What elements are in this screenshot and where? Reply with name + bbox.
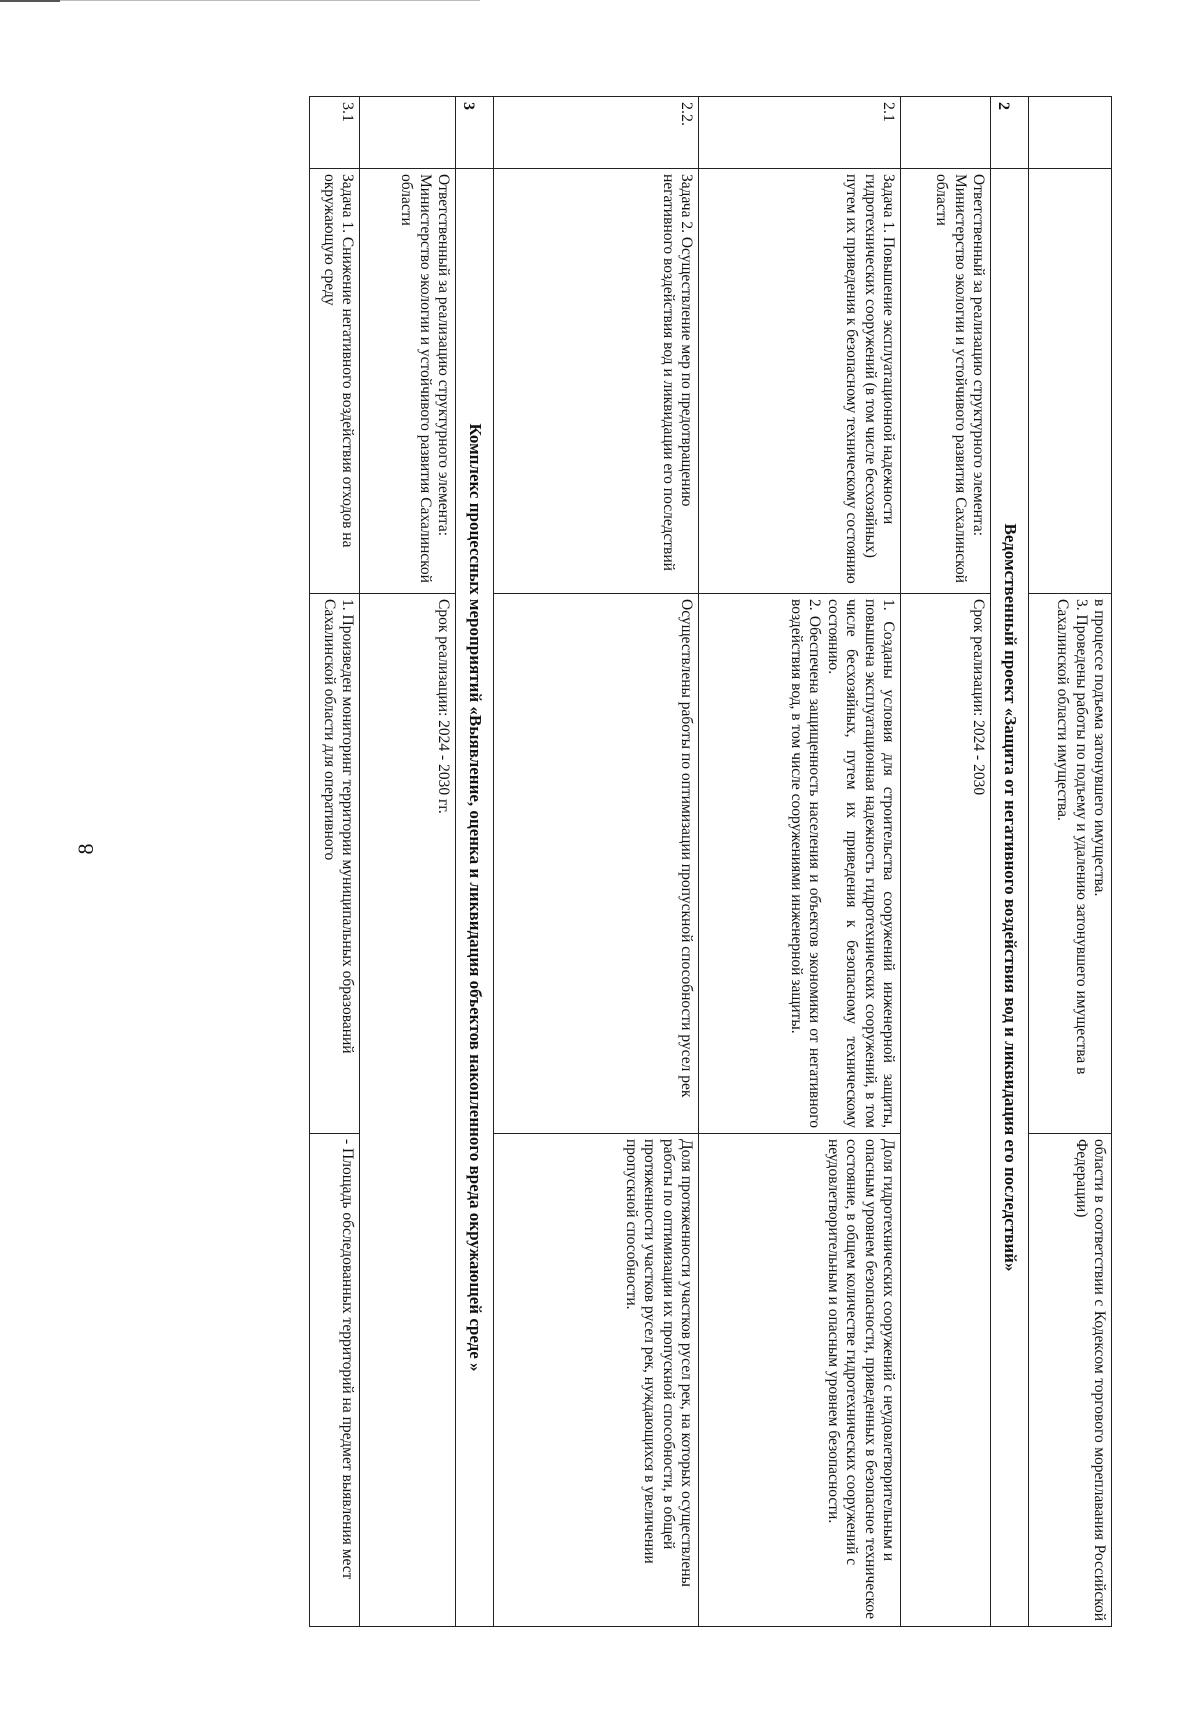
page-number: 8 [73,843,98,855]
result-line: 1. Созданы условия для строительства сооружений инженерной защиты, повышена эксплуатационная надежность гидротехнических сооружений, в том числе бесхозяйных, путем их приведения к безопасному техническому состоянию. [824,599,897,1128]
section-title: Комплекс процессных мероприятий «Выявление, оценка и ликвидация объектов накопленного вреда окружающей среде » [456,169,494,1627]
empty-cell [901,97,991,169]
table-row [310,97,360,1627]
row-number: 3.1 [310,97,360,169]
responsible-row [360,97,456,1627]
task-cell: Задача 1. Снижение негативного воздействия отходов на окружающую среду [310,169,360,594]
table-row [699,97,901,1627]
responsible-row [901,97,991,1627]
section-title: Ведомственный проект «Защита от негативного воздействия вод и ликвидация его последствий» [991,169,1029,1627]
row-number: 2.1 [699,97,901,169]
scan-edge-line [0,0,60,2]
rotated-table-wrapper [142,96,1112,1626]
indicator-cell: - Площадь обследованных территорий на предмет выявления мест [310,1134,360,1627]
table-row [1029,97,1112,1627]
task-cell: Задача 2. Осуществление мер по предотвращению негативного воздействия вод и ликвидации его последствий [494,169,699,594]
section-header-row [991,97,1029,1627]
result-line: 3. Проведены работы по подъему и удалению затонувшего имущества в Сахалинской области имущества. [1054,599,1090,1075]
result-line: в процессе подъема затонувшего имущества. [1091,599,1108,897]
term-cell: Срок реализации: 2024 - 2030 [901,594,991,1627]
responsible-label: Ответственный за реализацию структурного элемента: [435,174,452,537]
result-cell [699,594,901,1134]
responsible-cell [360,169,456,594]
indicator-cell: Доля протяженности участков русел рек, на которых осуществлены работы по оптимизации их пропускной способности, в общей протяженности участков русел рек, нуждающихся в увеличении пропускной способности. [494,1134,699,1627]
row-number: 2.2. [494,97,699,169]
term-cell: Срок реализации: 2024 - 2030 гг. [360,594,456,1627]
indicator-cell: Доля гидротехнических сооружений с неудовлетворительным и опасным уровнем безопасности, приведенных в безопасное техническое состояние, в общем количестве гидротехнических сооружений с неудовлетворительным и опасным уровнем безопасности. [699,1134,901,1627]
task-cell: Задача 1. Повышение эксплуатационной надежности гидротехнических сооружений (в том числе бесхозяйных) путем их приведения к безопасному техническому состоянию [699,169,901,594]
responsible-org: Министерство экологии и устойчивого развития Сахалинской области [398,174,434,583]
task-cell [1029,169,1112,594]
responsible-org: Министерство экологии и устойчивого развития Сахалинской области [933,174,969,583]
responsible-label: Ответственный за реализацию структурного элемента: [970,174,987,537]
section-number: 3 [456,97,494,169]
result-cell: 1. Произведен мониторинг территории муниципальных образований Сахалинской области для оперативного [310,594,360,1134]
result-line: 2. Обеспечена защищенность населения и объектов экономики от негативного воздействия вод, в том числе сооружениями инженерной защиты. [787,599,824,1128]
scan-edge-line [60,0,480,1]
empty-cell [360,97,456,169]
responsible-cell [901,169,991,594]
program-table [309,96,1112,1627]
table-row [494,97,699,1627]
result-cell [1029,594,1112,1134]
section-header-row [456,97,494,1627]
result-cell: Осуществлены работы по оптимизации пропускной способности русел рек [494,594,699,1134]
row-number [1029,97,1112,169]
indicator-cell: области в соответствии с Кодексом торгового мореплавания Российской Федерации) [1029,1134,1112,1627]
section-number: 2 [991,97,1029,169]
